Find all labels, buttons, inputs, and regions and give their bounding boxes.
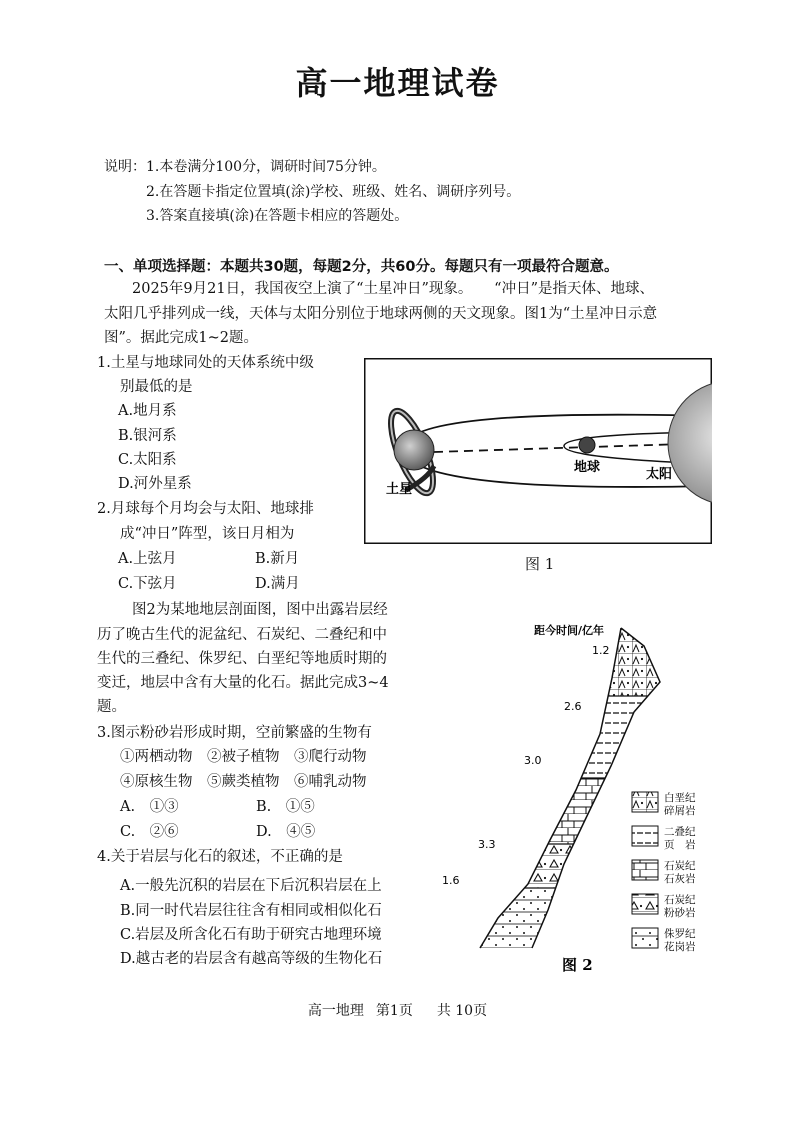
q3-items: ①两栖动物 ②被子植物 ③爬行动物 xyxy=(120,749,367,765)
q3-items: ④原核生物 ⑤蕨类植物 ⑥哺乳动物 xyxy=(120,774,367,790)
saturn xyxy=(394,430,434,470)
age-label: 3.3 xyxy=(478,838,496,851)
legend-label: 石炭纪 xyxy=(664,860,696,872)
intro2-line: 题。 xyxy=(97,699,126,715)
age-label: 1.6 xyxy=(442,874,460,887)
legend-label: 页 岩 xyxy=(664,839,696,851)
page-title: 高一地理试卷 xyxy=(295,64,500,102)
legend-label: 花岗岩 xyxy=(664,941,696,953)
legend-label: 石炭纪 xyxy=(664,894,696,906)
q2-stem: 2.月球每个月均会与太阳、地球排 xyxy=(97,501,314,517)
q2-option-c[interactable]: C.下弦月 xyxy=(118,576,177,592)
legend xyxy=(632,791,696,953)
q4-option-d[interactable]: D.越古老的岩层含有越高等级的生物化石 xyxy=(120,951,383,967)
q3-option-a[interactable]: A. ①③ xyxy=(120,799,179,815)
q2-stem: 成“冲日”阵型，该日月相为 xyxy=(120,526,295,542)
q3-stem: 3.图示粉砂岩形成时期，空前繁盛的生物有 xyxy=(97,725,372,741)
section-heading: 一、单项选择题：本题共30题，每题2分，共60分。每题只有一项最符合题意。 xyxy=(104,259,619,275)
q3-option-b[interactable]: B. ①⑤ xyxy=(256,799,315,815)
intro-line: 图”。据此完成1~2题。 xyxy=(104,330,259,346)
figure1-caption: 图 1 xyxy=(525,555,555,573)
q4-option-c[interactable]: C.岩层及所含化石有助于研究古地理环境 xyxy=(120,927,382,943)
q1-option-d[interactable]: D.河外星系 xyxy=(118,476,192,492)
legend-label: 侏罗纪 xyxy=(664,928,696,940)
q1-option-c[interactable]: C.太阳系 xyxy=(118,452,177,468)
q3-option-c[interactable]: C. ②⑥ xyxy=(120,824,179,840)
instructions-prefix: 说明： xyxy=(104,159,146,175)
label-earth: 地球 xyxy=(574,460,601,475)
legend-label: 粉砂岩 xyxy=(664,907,696,919)
q4-option-a[interactable]: A.一般先沉积的岩层在下后沉积岩层在上 xyxy=(120,878,382,894)
q1-stem: 别最低的是 xyxy=(120,379,193,395)
q4-stem: 4.关于岩层与化石的叙述，不正确的是 xyxy=(97,849,343,865)
age-label: 1.2 xyxy=(592,644,610,657)
intro2-line: 变迁，地层中含有大量的化石。据此完成3~4 xyxy=(97,675,389,691)
intro2-line: 生代的三叠纪、侏罗纪、白垩纪等地质时期的 xyxy=(97,651,387,667)
intro-line: 太阳几乎排列成一线，天体与太阳分别位于地球两侧的天文现象。图1为“土星冲日示意 xyxy=(104,306,658,322)
footer-page: 第1页 xyxy=(375,1003,413,1019)
q1-option-a[interactable]: A.地月系 xyxy=(118,403,177,419)
instruction-item: 3.答案直接填(涂)在答题卡相应的答题处。 xyxy=(146,208,409,224)
label-saturn: 土星 xyxy=(386,482,413,497)
earth xyxy=(579,437,595,453)
legend-label: 白垩纪 xyxy=(664,792,696,804)
intro-line: 2025年9月21日，我国夜空上演了“土星冲日”现象。 “冲日”是指天体、地球、 xyxy=(132,281,654,297)
q2-option-b[interactable]: B.新月 xyxy=(255,551,300,567)
legend-label: 二叠纪 xyxy=(664,826,696,838)
age-label: 2.6 xyxy=(564,700,582,713)
footer-total: 共 10页 xyxy=(436,1003,488,1019)
instruction-item: 2.在答题卡指定位置填(涂)学校、班级、姓名、调研序列号。 xyxy=(146,184,521,200)
legend-label: 碎屑岩 xyxy=(664,805,696,817)
q3-option-d[interactable]: D. ④⑤ xyxy=(256,824,316,840)
intro2-line: 图2为某地地层剖面图，图中出露岩层经 xyxy=(132,602,388,618)
page-footer xyxy=(0,1000,795,1020)
label-sun: 太阳 xyxy=(646,467,673,482)
q2-option-d[interactable]: D.满月 xyxy=(255,576,300,592)
footer-subject: 高一地理 xyxy=(307,1003,364,1019)
figure2-caption: 图 2 xyxy=(562,956,593,974)
figure1-diagram xyxy=(364,358,712,544)
axis-title: 距今时间/亿年 xyxy=(534,624,605,637)
instructions xyxy=(104,158,386,176)
intro2-line: 历了晚古生代的泥盆纪、石炭纪、二叠纪和中 xyxy=(97,627,387,643)
q4-option-b[interactable]: B.同一时代岩层往往含有相同或相似化石 xyxy=(120,903,382,919)
figure2-diagram xyxy=(436,618,716,978)
q1-option-b[interactable]: B.银河系 xyxy=(118,428,177,444)
q2-option-a[interactable]: A.上弦月 xyxy=(118,551,177,567)
legend-label: 石灰岩 xyxy=(664,873,696,885)
q1-stem: 1.土星与地球同处的天体系统中级 xyxy=(97,355,314,371)
instruction-item: 1.本卷满分100分，调研时间75分钟。 xyxy=(146,159,386,175)
age-label: 3.0 xyxy=(524,754,542,767)
